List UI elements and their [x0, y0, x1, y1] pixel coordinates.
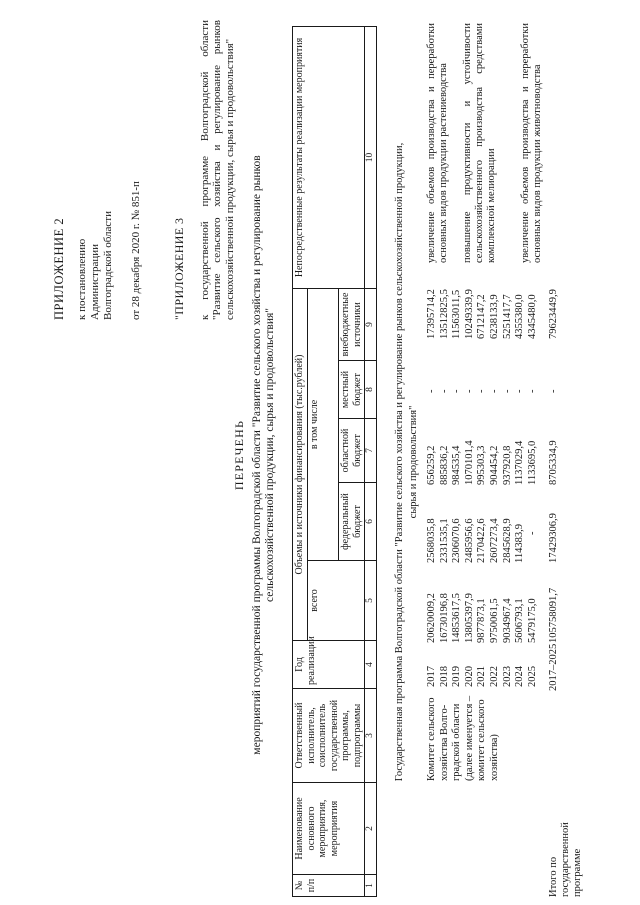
- extra-cell: 10249339,9: [463, 289, 475, 339]
- regional-cell: 937920,8: [501, 445, 513, 485]
- year-cell: 2023: [501, 666, 513, 687]
- col-num-6: 6: [365, 483, 377, 561]
- column-number-row: [365, 26, 377, 896]
- extra-cell: 4345480,0: [526, 294, 538, 339]
- col-num-8: 8: [365, 361, 377, 419]
- extra-cell: 17395714,2: [426, 289, 437, 339]
- region-label: Волгоградской области: [101, 211, 114, 320]
- local-cell: -: [501, 389, 513, 393]
- header-number: № п/п: [293, 875, 365, 897]
- federal-cell: 2568035,8: [426, 518, 437, 563]
- totals-total: 105758091,7: [548, 587, 559, 643]
- total-cell: 9877873,1: [476, 598, 488, 643]
- header-year: Год реализации: [293, 641, 365, 689]
- federal-column: [426, 518, 539, 563]
- col-num-7: 7: [365, 419, 377, 483]
- program-reference: к государственной программе Волгоградской области "Развитие сельского хозяйства и регулирование рынков сельскохозяйственной продукции, сырья и продовольствия": [198, 20, 237, 320]
- local-cell: -: [488, 389, 500, 393]
- results-column: [426, 23, 498, 263]
- year-cell: 2018: [438, 666, 450, 687]
- regional-cell: 995303,3: [476, 445, 488, 485]
- total-cell: 9750061,5: [488, 598, 500, 643]
- header-local-budget: местный бюджет: [339, 361, 365, 419]
- col-num-2: 2: [365, 783, 377, 875]
- appendix-3-label: "ПРИЛОЖЕНИЕ 3: [171, 217, 186, 320]
- extrabudgetary-column: [426, 289, 539, 339]
- header-measure-name: Наименование основного мероприятия, мероприятия: [293, 783, 365, 875]
- header-extrabudgetary: внебюджетные источники: [339, 288, 365, 360]
- executor-line: градской области: [451, 703, 463, 781]
- header-funding: Объемы и источники финансирования (тыс.рублей): [293, 288, 308, 640]
- regional-column: [426, 440, 539, 485]
- year-cell: 2022: [488, 666, 500, 687]
- total-cell: 5479175,0: [526, 598, 538, 643]
- federal-cell: 114383,9: [514, 524, 526, 563]
- local-cell: -: [514, 389, 526, 393]
- header-including: в том числе: [307, 288, 339, 560]
- executor-line: (далее именуется –: [463, 695, 475, 781]
- header-total: всего: [307, 561, 365, 641]
- year-column: [426, 666, 539, 687]
- to-decree-label: к постановлению: [76, 238, 89, 320]
- document-title: ПЕРЕЧЕНЬ: [232, 419, 246, 491]
- federal-cell: 2485956,6: [463, 518, 475, 563]
- totals-extrabudgetary: 79623449,9: [548, 289, 559, 339]
- year-cell: 2024: [514, 666, 526, 687]
- measures-table-header: [292, 26, 377, 897]
- extra-cell: 11563011,5: [451, 289, 463, 339]
- extra-cell: 5251417,7: [501, 294, 513, 339]
- document-subtitle-line-1: мероприятий государственной программы Волгоградской области "Развитие сельского хозяйства и регулирование рынков: [250, 155, 263, 755]
- header-regional-budget: областной бюджет: [339, 419, 365, 483]
- federal-cell: 2170422,6: [476, 518, 488, 563]
- federal-cell: 2845628,9: [501, 518, 513, 563]
- regional-cell: 984535,4: [451, 445, 463, 485]
- totals-federal: 17429306,9: [548, 513, 559, 563]
- totals-years: 2017–2025: [548, 643, 559, 691]
- local-cell: -: [463, 389, 475, 393]
- program-title-line-1: Государственная программа Волгоградской области "Развитие сельского хозяйства и регулирование рынков сельскохозяйственной продукции,: [394, 142, 405, 782]
- regional-cell: 904454,2: [488, 445, 500, 485]
- federal-cell: 2306070,6: [451, 518, 463, 563]
- executor-line: хозяйства Волго-: [438, 704, 450, 781]
- totals-local: -: [548, 389, 559, 393]
- administration-label: Администрации: [89, 243, 102, 320]
- total-cell: 16730196,8: [438, 593, 450, 643]
- local-column: [426, 390, 539, 394]
- regional-cell: 885836,2: [438, 445, 450, 485]
- regional-cell: 656259,2: [426, 445, 437, 485]
- result-land-reclamation: повышение продуктивности и устойчивости сельскохозяйственного производства средствами комплексной мелиорации: [462, 23, 498, 263]
- header-results: Непосредственные результаты реализации мероприятия: [293, 26, 365, 288]
- regional-cell: 1137029,4: [514, 440, 526, 485]
- extra-cell: 6238133,9: [488, 294, 500, 339]
- year-cell: 2021: [476, 666, 488, 687]
- executor-line: комитет сельского: [476, 699, 488, 781]
- executor-column: [426, 691, 502, 781]
- federal-cell: -: [526, 531, 538, 535]
- executor-line: Комитет сельского: [426, 697, 437, 781]
- col-num-3: 3: [365, 689, 377, 783]
- document-subtitle-line-2: сельскохозяйственной продукции, сырья и продовольствия": [264, 308, 277, 602]
- local-cell: -: [526, 389, 538, 393]
- total-cell: 20620009,2: [426, 593, 437, 643]
- federal-cell: 2607273,4: [488, 518, 500, 563]
- year-cell: 2020: [463, 666, 475, 687]
- total-cell: 14853617,5: [451, 593, 463, 643]
- local-cell: -: [426, 389, 437, 393]
- total-column: [426, 593, 539, 643]
- totals-result-livestock: увеличение объемов производства и переработки основных видов продукции животноводства: [520, 23, 544, 263]
- extra-cell: 6712147,2: [476, 294, 488, 339]
- total-cell: 5606793,1: [514, 598, 526, 643]
- local-cell: -: [476, 389, 488, 393]
- year-cell: 2025: [526, 666, 538, 687]
- program-title-line-2: сырья и продовольствия": [408, 405, 419, 519]
- appendix-header: [52, 20, 237, 320]
- extra-cell: 4355380,0: [514, 294, 526, 339]
- col-num-1: 1: [365, 875, 377, 897]
- total-cell: 13805397,9: [463, 593, 475, 643]
- appendix-2-label: ПРИЛОЖЕНИЕ 2: [52, 217, 66, 320]
- col-num-9: 9: [365, 288, 377, 360]
- result-crop-production: увеличение объемов производства и переработки основных видов продукции растениеводства: [426, 23, 450, 263]
- regional-cell: 1070101,4: [463, 440, 475, 485]
- totals-regional: 8705334,9: [548, 440, 559, 485]
- col-num-10: 10: [365, 26, 377, 288]
- header-federal-budget: федеральный бюджет: [339, 483, 365, 561]
- local-cell: -: [451, 389, 463, 393]
- document-title-block: [233, 155, 277, 755]
- year-cell: 2017: [426, 666, 437, 687]
- total-cell: 9034967,4: [501, 598, 513, 643]
- local-cell: -: [438, 389, 450, 393]
- regional-cell: 1133695,0: [526, 440, 538, 485]
- extra-cell: 13512825,5: [438, 289, 450, 339]
- executor-line: хозяйства): [488, 734, 500, 781]
- col-num-5: 5: [365, 561, 377, 641]
- decree-date-line: от 28 декабря 2020 г. № 851-п: [130, 181, 143, 320]
- federal-cell: 2331535,1: [438, 518, 450, 563]
- col-num-4: 4: [365, 641, 377, 689]
- totals-name: Итого по государственной программе: [548, 822, 584, 897]
- year-cell: 2019: [451, 666, 463, 687]
- header-executor: Ответственный исполнитель, соисполнитель государственной программы, подпрограммы: [293, 689, 365, 783]
